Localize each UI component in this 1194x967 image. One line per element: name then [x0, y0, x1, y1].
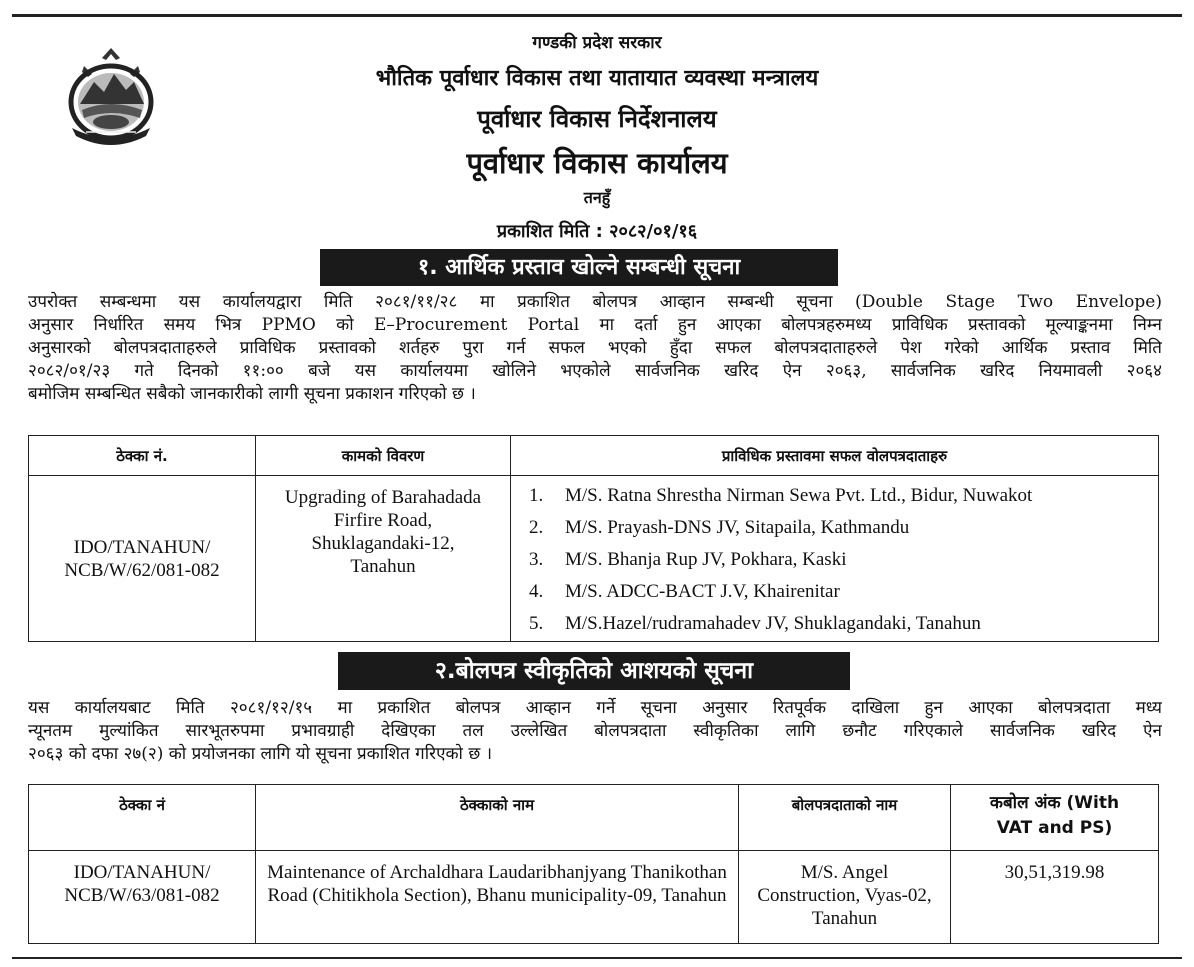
notice2-contract-no-text: IDO/TANAHUN/ NCB/W/63/081-082 [64, 862, 220, 906]
bidder-name: M/S. Ratna Shrestha Nirman Sewa Pvt. Ltd., Bidur, Nuwakot [565, 485, 1033, 506]
notice2-header-contract-name: ठेक्काको नाम [256, 785, 739, 851]
notice1-bidder-list [529, 480, 1158, 640]
notice1-header-bidders: प्राविधिक प्रस्तावमा सफल वोलपत्रदाताहरु [511, 436, 1159, 476]
notice1-contract-no-text: IDO/TANAHUN/ NCB/W/62/081-082 [64, 536, 220, 581]
bidder-item [529, 512, 1158, 544]
top-border [12, 14, 1182, 17]
notice1-line: उपरोक्त सम्बन्धमा यस कार्यालयद्वारा मिति २०८१/११/२८ मा प्रकाशित बोलपत्र आव्हान सम्बन्धी सूचना (Double Stage Two Envelope) [28, 292, 1162, 312]
notice2-line: यस कार्यालयबाट मिति २०८१/१२/१५ मा प्रकाशित बोलपत्र आव्हान गर्ने सूचना अनुसार रितपूर्वक दाखिला हुन आएका बोलपत्रदाता मध्य [28, 698, 1162, 718]
notice1-header-contract-no: ठेक्का नं. [29, 436, 256, 476]
ministry-name: भौतिक पूर्वाधार विकास तथा यातायात व्यवस्था मन्त्रालय [375, 66, 819, 91]
notice2-contract-no [29, 851, 256, 944]
notice2-bidder-name [739, 851, 951, 944]
bidder-number: 3. [529, 549, 544, 570]
bid-amount-header-text: कबोल अंक (With VAT and PS) [989, 793, 1120, 838]
notice2-contract-name [256, 851, 739, 944]
district-name: तनहुँ [583, 188, 611, 207]
notice2-header-bidder-name: बोलपत्रदाताको नाम [739, 785, 951, 851]
notice2-bid-amount: 30,51,319.98 [951, 851, 1159, 944]
bidder-item [529, 608, 1158, 640]
notice1-line: बमोजिम सम्बन्धित सबैको जानकारीको लागी सूचना प्रकाशन गरिएको छ । [28, 384, 476, 404]
bidder-number: 2. [529, 517, 544, 538]
notice1-line: २०८२/०१/२३ गते दिनको ११:०० बजे यस कार्यालयमा खोलिने भएकोले सार्वजनिक खरिद ऐन २०६३, सार्वजनिक खरिद नियमावली २०६४ [28, 361, 1162, 381]
notice2-paragraph [28, 697, 1162, 766]
notice2-line: २०६३ को दफा २७(२) को प्रयोजनका लागि यो सूचना प्रकाशित गरिएको छ । [28, 744, 493, 764]
notice2-line: न्यूनतम मुल्यांकित सारभूतरुपमा प्रभावग्राही देखिएका तल उल्लेखित बोलपत्रदाता स्वीकृतिका लागि छनौट गरिएकाले सार्वजनिक खरिद ऐन [28, 721, 1162, 741]
notice1-paragraph [28, 291, 1162, 406]
bidder-item [529, 576, 1158, 608]
notice1-work-description-text: Upgrading of Barahadada Firfire Road, Shuklagandaki-12, Tanahun [284, 487, 482, 577]
bidder-name: M/S. Prayash-DNS JV, Sitapaila, Kathmandu [565, 517, 910, 538]
office-name: पूर्वाधार विकास कार्यालय [466, 146, 728, 180]
notice2-title-banner: २.बोलपत्र स्वीकृतिको आशयको सूचना [338, 652, 850, 690]
notice1-title-banner: १. आर्थिक प्रस्ताव खोल्ने सम्बन्धी सूचना [320, 249, 838, 286]
directorate-name: पूर्वाधार विकास निर्देशनालय [477, 105, 717, 133]
bidder-number: 4. [529, 581, 544, 602]
bottom-border [12, 957, 1182, 959]
bidder-item [529, 544, 1158, 576]
notice1-contract-no [29, 476, 256, 642]
notice1-bidders-cell [511, 476, 1159, 642]
bidder-name: M/S. Bhanja Rup JV, Pokhara, Kaski [565, 549, 847, 570]
notice2-contract-name-text: Maintenance of Archaldhara Laudaribhanjyang Thanikothan Road (Chitikhola Section), Bhanu municipality-09, Tanahun [267, 862, 727, 906]
bidder-name: M/S. ADCC-BACT J.V, Khairenitar [565, 581, 840, 602]
notice1-line: अनुसारको बोलपत्रदाताहरुले प्राविधिक प्रस्तावको शर्तहरु पुरा गर्न सफल भएको हुँदा सफल बोलपत्रदाताहरुले पेश गरेको आर्थिक प्रस्ताव मिति [28, 338, 1162, 358]
notice1-table [28, 435, 1159, 642]
notice2-header-bid-amount [951, 785, 1159, 851]
notice2-table [28, 784, 1159, 944]
notice1-header-work: कामको विवरण [256, 436, 511, 476]
notice2-header-contract-no: ठेक्का नं [29, 785, 256, 851]
notice2-bidder-name-text: M/S. Angel Construction, Vyas-02, Tanahun [757, 862, 932, 929]
published-date: प्रकाशित मिति : २०८२/०१/१६ [496, 221, 698, 242]
bidder-item [529, 480, 1158, 512]
government-name: गण्डकी प्रदेश सरकार [532, 33, 662, 53]
notice1-work-description [256, 476, 511, 642]
bidder-number: 5. [529, 613, 544, 634]
notice1-line: अनुसार निर्धारित समय भित्र PPMO को E–Procurement Portal मा दर्ता हुन आएका बोलपत्रहरुमध्य प्राविधिक प्रस्तावको मूल्याङ्कनमा निम्न [28, 315, 1162, 335]
bidder-number: 1. [529, 485, 544, 506]
bidder-name: M/S.Hazel/rudramahadev JV, Shuklagandaki, Tanahun [565, 613, 981, 634]
